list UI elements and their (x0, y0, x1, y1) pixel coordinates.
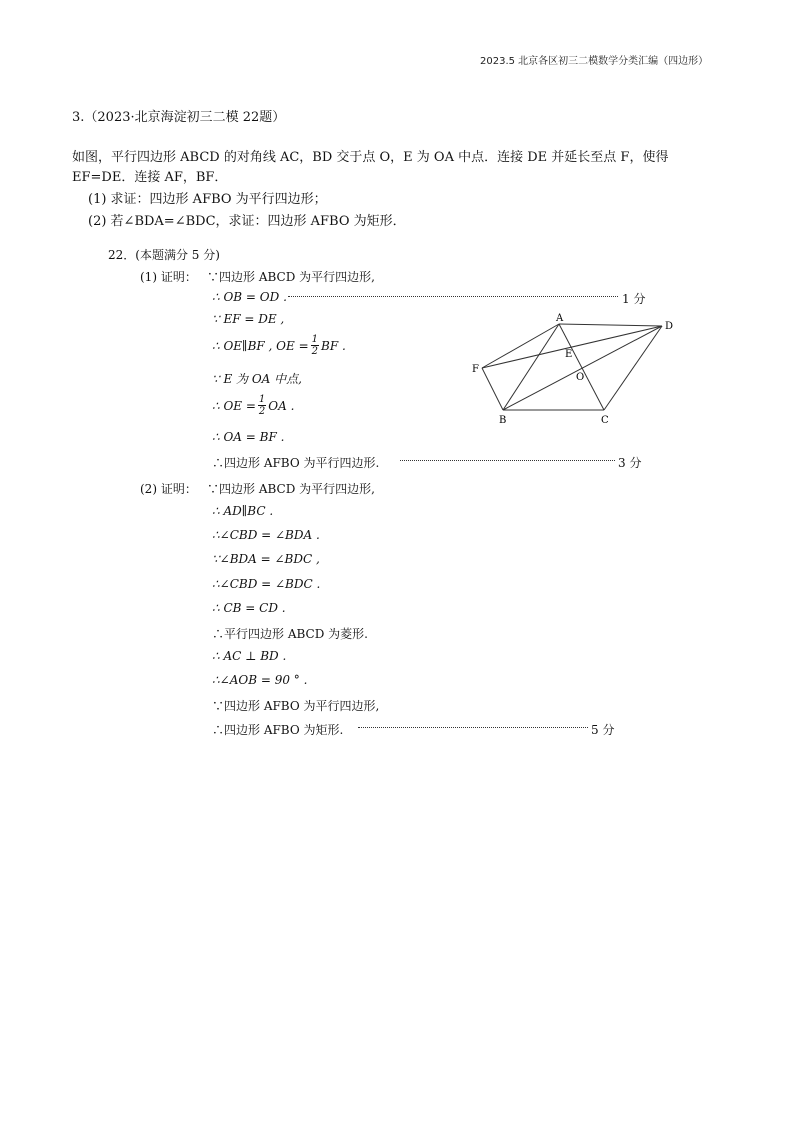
part1-step-3: ∵ EF = DE , (212, 312, 285, 326)
segment-AD (559, 324, 662, 326)
point-label-E: E (565, 349, 573, 360)
part2-proof-label: (2) 证明： (140, 482, 197, 496)
part1-step-2: ∴ OB = OD . (212, 290, 287, 304)
problem-statement-line-1: 如图，平行四边形 ABCD 的对角线 AC，BD 交于点 O，E 为 OA 中点．连接 DE 并延长至点 F，使得 (72, 150, 669, 165)
part2-step-1: ∵四边形 ABCD 为平行四边形, (207, 482, 375, 496)
score-marker-5: 5 分 (591, 723, 615, 737)
problem-statement-line-2: EF=DE．连接 AF，BF． (72, 170, 228, 185)
fraction-one-half (311, 334, 319, 357)
score-marker-3: 3 分 (618, 456, 642, 470)
page-header: 2023.5 北京各区初三二模数学分类汇编（四边形） (480, 56, 709, 67)
fraction-numerator: 1 (311, 334, 319, 345)
diagonal-BD (503, 326, 662, 410)
part2-step-10: ∵四边形 AFBO 为平行四边形, (212, 699, 380, 713)
diagonal-AC (559, 324, 604, 410)
segment-DF (482, 326, 662, 368)
part2-step-2: ∴ AD∥BC . (212, 504, 274, 518)
point-label-B: B (499, 415, 507, 426)
fraction-numerator: 1 (258, 394, 266, 405)
problem-heading: 3.（2023·北京海淀初三二模 22题） (72, 110, 286, 125)
solution-title: 22．(本题满分 5 分) (108, 248, 220, 262)
fraction-denominator: 2 (258, 406, 266, 417)
part1-step-6 (212, 394, 294, 417)
part1-step-4-tail: BF . (321, 338, 346, 353)
fraction-denominator: 2 (311, 346, 319, 357)
problem-part-1: (1) 求证：四边形 AFBO 为平行四边形； (88, 192, 327, 207)
part1-step-7: ∴ OA = BF . (212, 430, 285, 444)
part1-step-4 (212, 334, 346, 357)
point-label-D: D (665, 321, 674, 332)
part1-proof-label: (1) 证明： (140, 270, 197, 284)
point-label-C: C (601, 415, 609, 426)
point-label-A: A (556, 313, 564, 324)
part1-step-4-text: ∴ OE∥BF , OE = (212, 338, 309, 353)
part2-step-5: ∴∠CBD = ∠BDC . (212, 577, 321, 591)
part2-step-7: ∴平行四边形 ABCD 为菱形. (212, 627, 368, 641)
score-leader-dots (288, 296, 618, 297)
part2-step-3: ∴∠CBD = ∠BDA . (212, 528, 320, 542)
score-leader-dots (400, 460, 615, 461)
part1-step-8: ∴四边形 AFBO 为平行四边形. (212, 456, 380, 470)
part1-step-1: ∵四边形 ABCD 为平行四边形, (207, 270, 375, 284)
point-label-O: O (576, 372, 585, 383)
part2-step-8: ∴ AC ⊥ BD . (212, 649, 287, 663)
score-marker-1: 1 分 (622, 292, 646, 306)
part1-step-5: ∵ E 为 OA 中点, (212, 372, 302, 386)
segment-AF (482, 324, 559, 368)
parallelogram-figure (462, 306, 692, 432)
fraction-one-half (258, 394, 266, 417)
part2-step-9: ∴∠AOB = 90 ° . (212, 673, 308, 687)
problem-part-2: (2) 若∠BDA=∠BDC，求证：四边形 AFBO 为矩形． (88, 214, 406, 229)
part1-step-6-tail: OA . (268, 398, 295, 413)
part2-step-11: ∴四边形 AFBO 为矩形. (212, 723, 344, 737)
part2-step-4: ∵∠BDA = ∠BDC , (212, 552, 320, 566)
score-leader-dots (358, 727, 588, 728)
point-label-F: F (472, 364, 479, 375)
part2-step-6: ∴ CB = CD . (212, 601, 286, 615)
segment-BF (482, 368, 503, 410)
part1-step-6-text: ∴ OE = (212, 398, 256, 413)
segment-BA (503, 324, 559, 410)
segment-DC (604, 326, 662, 410)
